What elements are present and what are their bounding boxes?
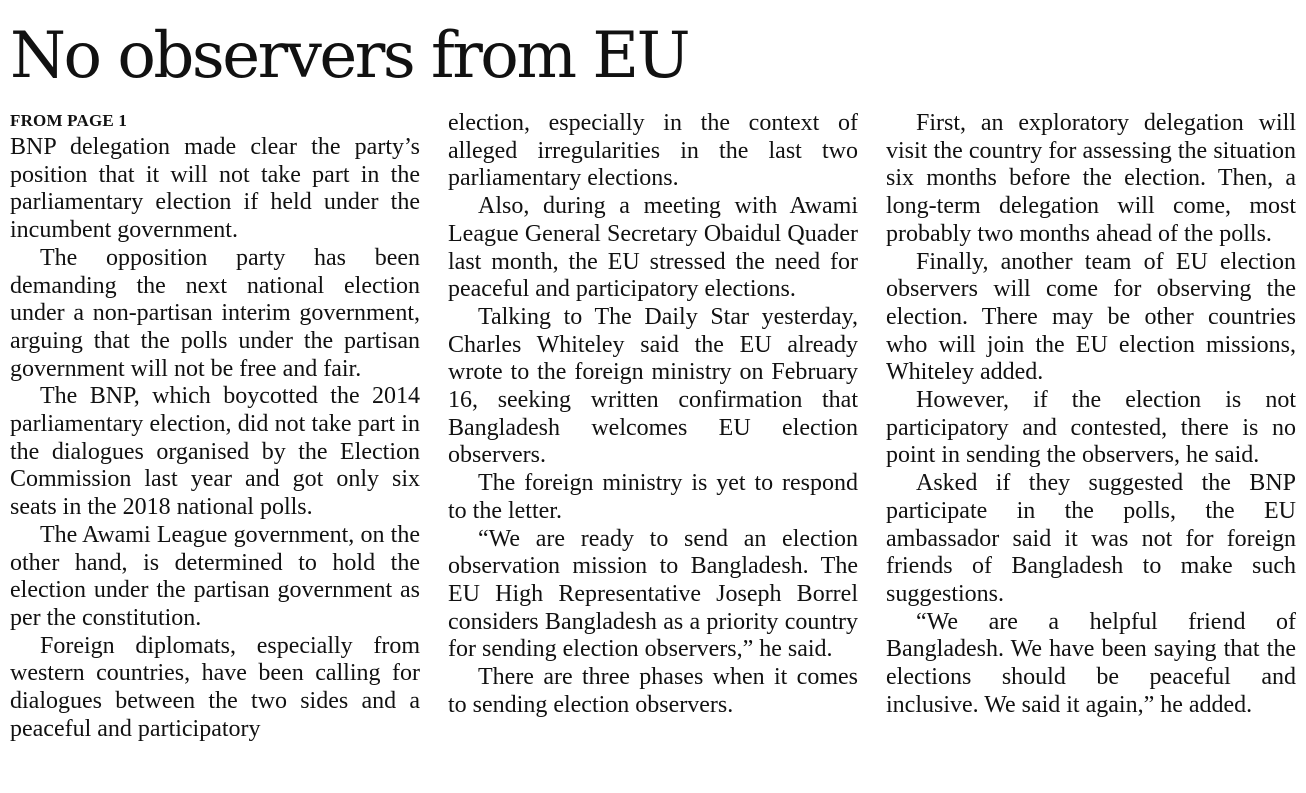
paragraph: “We are ready to send an election observation mission to Bangladesh. The EU High Representative Joseph Borrel considers Bangladesh as a priority country for sending election observers,” he said. (448, 525, 858, 663)
article-column-2 (448, 110, 858, 719)
paragraph: “We are a helpful friend of Bangladesh. We have been saying that the elections should be peaceful and inclusive. We said it again,” he added. (886, 608, 1296, 718)
paragraph: The opposition party has been demanding the next national election under a non-partisan interim government, arguing that the polls under the partisan government will not be free and fair. (10, 244, 420, 382)
continuation-kicker: FROM PAGE 1 (10, 111, 128, 130)
article-column-3 (886, 110, 1296, 719)
headline: No observers from EU (10, 19, 688, 93)
paragraph: Foreign diplomats, especially from western countries, have been calling for dialogues between the two sides and a peaceful and participatory (10, 632, 420, 742)
article-column-1 (10, 110, 420, 743)
paragraph: Finally, another team of EU election observers will come for observing the election. There may be other countries who will join the EU election missions, Whiteley added. (886, 248, 1296, 386)
paragraph: The foreign ministry is yet to respond to the letter. (448, 470, 858, 524)
paragraph: Asked if they suggested the BNP participate in the polls, the EU ambassador said it was not for foreign friends of Bangladesh to make such suggestions. (886, 470, 1296, 607)
paragraph: BNP delegation made clear the party’s position that it will not take part in the parliamentary election if held under the incumbent government. (10, 134, 420, 244)
paragraph: First, an exploratory delegation will visit the country for assessing the situation six months before the election. Then, a long-term delegation will come, most probably two months ahead of the polls. (886, 110, 1296, 247)
paragraph: The BNP, which boycotted the 2014 parliamentary election, did not take part in the dialogues organised by the Election Commission last year and got only six seats in the 2018 national polls. (10, 383, 420, 521)
paragraph: There are three phases when it comes to sending election observers. (448, 664, 858, 718)
paragraph: election, especially in the context of alleged irregularities in the last two parliamentary elections. (448, 110, 858, 192)
paragraph: The Awami League government, on the other hand, is determined to hold the election under the partisan government as per the constitution. (10, 521, 420, 631)
paragraph: However, if the election is not participatory and contested, there is no point in sending the observers, he said. (886, 387, 1296, 469)
paragraph: Talking to The Daily Star yesterday, Charles Whiteley said the EU already wrote to the foreign ministry on February 16, seeking written confirmation that Bangladesh welcomes EU election observers. (448, 303, 858, 469)
paragraph: Also, during a meeting with Awami League General Secretary Obaidul Quader last month, the EU stressed the need for peaceful and participatory elections. (448, 193, 858, 303)
